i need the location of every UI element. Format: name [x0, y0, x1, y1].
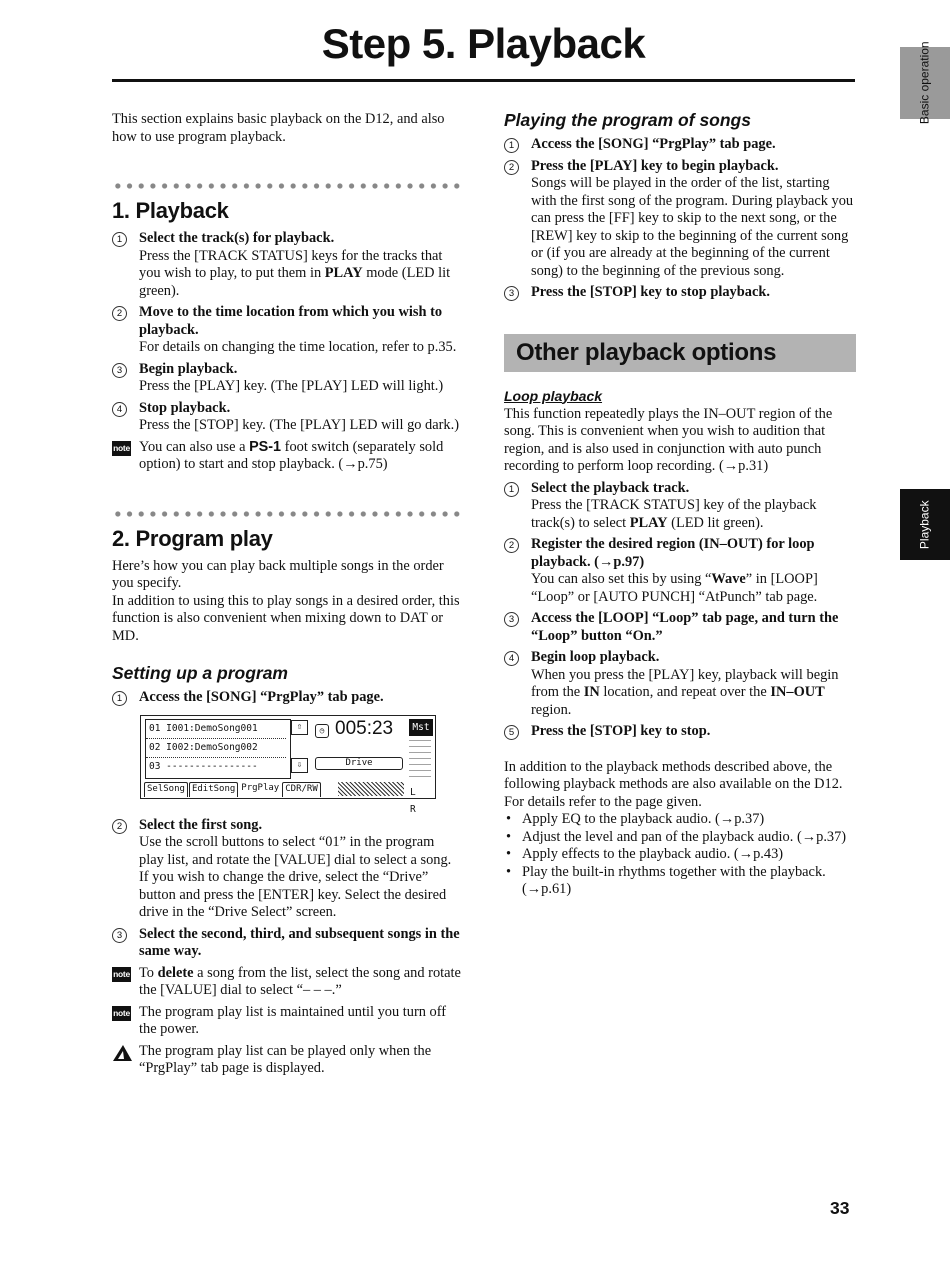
step-head: Select the playback track. [531, 479, 690, 496]
section-heading-playback: 1. Playback [112, 198, 229, 223]
note-item [112, 965, 462, 1000]
step-number-icon: 2 [112, 306, 127, 321]
lcd-tab-editsong: EditSong [189, 782, 238, 797]
list-item: • Apply EQ to the playback audio. (→p.37) [504, 811, 856, 829]
intro-paragraph: This section explains basic playback on the D12, and also how to use program playback. [112, 111, 445, 145]
side-tab-label: Basic operation [917, 41, 932, 125]
side-tab-basic-operation [900, 41, 950, 125]
list-item: • Apply effects to the playback audio. (→p.43) [504, 846, 856, 864]
note-text: The program play list is maintained until you turn off the power. [139, 1003, 447, 1037]
section-heading-program-play: 2. Program play [112, 525, 273, 551]
section-divider [112, 510, 462, 518]
step-head: Access the [SONG] “PrgPlay” tab page. [139, 689, 384, 705]
side-tab-label: Playback [917, 500, 932, 549]
step-head: Press the [STOP] key to stop. [531, 723, 711, 739]
step-head: Stop playback. [139, 399, 231, 416]
step-body: Use the scroll buttons to select “01” in the program play list, and rotate the [VALUE] dial to select a song. If you wish to change the drive, select the “Drive” button and press the [ENTER] key. Select the desired drive in the “Drive Select” screen. [139, 834, 452, 920]
subheading-playing-program: Playing the program of songs [504, 110, 751, 130]
section-divider [112, 182, 462, 190]
step-number-icon: 1 [504, 138, 519, 153]
scroll-down-icon: ⇩ [291, 758, 308, 773]
program-intro-2: In addition to using this to play songs in a desired order, this function is also convenient when mixing down to DAT or MD. [112, 592, 460, 644]
step-body: Press the [STOP] key. (The [PLAY] LED will go dark.) [139, 417, 460, 433]
right-column [504, 108, 856, 899]
step-item [504, 649, 856, 719]
scroll-up-icon: ⇧ [291, 720, 308, 735]
step-number-icon: 2 [504, 160, 519, 175]
step-item [504, 536, 856, 606]
step-head: Register the desired region (IN–OUT) for loop playback. (→p.97) [531, 536, 815, 570]
title-rule [112, 79, 855, 82]
subheading-setting-up: Setting up a program [112, 663, 288, 683]
caution-item [112, 1043, 462, 1078]
step-number-icon: 2 [504, 538, 519, 553]
step-item [112, 689, 462, 707]
step-head: Begin playback. [139, 360, 238, 377]
step-item [112, 230, 462, 300]
step-number-icon: 1 [504, 482, 519, 497]
step-body: When you press the [PLAY] key, playback will begin from the IN location, and repeat over the IN–OUT region. [531, 666, 839, 718]
caution-icon [112, 1044, 133, 1062]
step-head: Select the track(s) for playback. [139, 230, 335, 246]
step-number-icon: 4 [504, 651, 519, 666]
step-head: Access the [LOOP] “Loop” tab page, and turn the “Loop” button “On.” [531, 610, 839, 644]
left-column [112, 111, 462, 1082]
program-row: 03 ---------------- [149, 760, 258, 772]
step-item [112, 400, 462, 435]
step-head: Press the [PLAY] key to begin playback. [531, 157, 779, 174]
side-tab-playback [900, 489, 950, 560]
step-item [112, 304, 462, 357]
caution-text: The program play list can be played only when the “PrgPlay” tab page is displayed. [139, 1042, 432, 1076]
program-row: 02 I002:DemoSong002 [149, 741, 258, 753]
note-icon: note [112, 441, 131, 456]
list-item: • Adjust the level and pan of the playback audio. (→p.37) [504, 829, 856, 847]
step-number-icon: 3 [504, 286, 519, 301]
lcd-screen-image [140, 715, 436, 815]
note-icon: note [112, 967, 131, 982]
lcd-tab-filler [338, 782, 404, 796]
note-item [112, 439, 462, 474]
step-item [504, 284, 856, 302]
loop-intro: This function repeatedly plays the IN–OUT region of the song. This is convenient when you wish to audition that region, and is also used in conjunction with auto punch recording to perform loop recording. (→p.31) [504, 405, 833, 474]
drive-button: Drive [315, 757, 403, 770]
lcd-tab-selsong: SelSong [144, 782, 188, 797]
page-title: Step 5. Playback [321, 20, 646, 67]
note-text: To delete a song from the list, select the song and rotate the [VALUE] dial to select “– – –.” [139, 964, 461, 998]
level-meter [409, 740, 431, 782]
step-head: Access the [SONG] “PrgPlay” tab page. [531, 136, 776, 152]
list-item: • Play the built-in rhythms together with the playback. (→p.61) [504, 864, 856, 899]
program-list [145, 719, 291, 779]
program-row: 01 I001:DemoSong001 [149, 722, 258, 734]
step-item [504, 136, 856, 154]
step-body: Songs will be played in the order of the list, starting with the first song of the program. During playback you can press the [FF] key to skip to the next song, or the [REW] key to skip to the beginning of the current song or (if you are already at the beginning of the current song) to the beginning of the previous song. [531, 175, 854, 279]
step-number-icon: 3 [112, 363, 127, 378]
step-body: Press the [TRACK STATUS] keys for the tracks that you wish to play, to put them in PLAY mode (LED lit green). [139, 247, 451, 299]
step-body: Press the [TRACK STATUS] key of the playback track(s) to select PLAY (LED lit green). [531, 497, 817, 531]
step-item [504, 723, 856, 741]
clock-icon: ◷ [315, 724, 329, 738]
row-divider [146, 738, 286, 739]
lcd-tab-cdrrw: CDR/RW [282, 782, 321, 797]
step-body: You can also set this by using “Wave” in [LOOP] “Loop” or [AUTO PUNCH] “AtPunch” tab page. [531, 571, 818, 605]
step-body: For details on changing the time location, refer to p.35. [139, 339, 457, 355]
step-body: Press the [PLAY] key. (The [PLAY] LED will light.) [139, 378, 444, 394]
step-number-icon: 1 [112, 232, 127, 247]
step-item [504, 158, 856, 281]
meter-lr-label: L R [410, 786, 419, 815]
step-number-icon: 3 [504, 612, 519, 627]
step-head: Select the second, third, and subsequent songs in the same way. [139, 925, 460, 959]
step-item [504, 480, 856, 533]
step-number-icon: 3 [112, 928, 127, 943]
lcd-tab-prgplay: PrgPlay [239, 782, 281, 796]
step-item [504, 610, 856, 645]
step-head: Select the first song. [139, 816, 263, 833]
section-banner-other-options: Other playback options [504, 334, 856, 372]
methods-list [504, 811, 856, 899]
step-number-icon: 2 [112, 819, 127, 834]
note-text: You can also use a PS-1 foot switch (separately sold option) to start and stop playback. (→p.75) [139, 438, 444, 472]
step-item [112, 926, 462, 961]
note-icon: note [112, 1006, 131, 1021]
step-head: Move to the time location from which you wish to playback. [139, 304, 443, 338]
step-number-icon: 4 [112, 402, 127, 417]
step-item [112, 817, 462, 922]
step-head: Press the [STOP] key to stop playback. [531, 284, 770, 300]
subheading-loop-playback: Loop playback [504, 387, 603, 404]
step-head: Begin loop playback. [531, 649, 660, 665]
master-badge: Mst [409, 719, 433, 736]
time-value: 005:23 [335, 717, 394, 739]
step-number-icon: 5 [504, 725, 519, 740]
step-number-icon: 1 [112, 691, 127, 706]
more-methods-intro: In addition to the playback methods described above, the following playback methods are also available on the D12. For details refer to the page given. [504, 758, 843, 810]
row-divider [146, 757, 286, 758]
page-number: 33 [830, 1198, 850, 1218]
note-item [112, 1004, 462, 1039]
lcd-tab-bar [144, 782, 322, 796]
program-intro-1: Here’s how you can play back multiple songs in the order you specify. [112, 557, 444, 591]
step-item [112, 361, 462, 396]
